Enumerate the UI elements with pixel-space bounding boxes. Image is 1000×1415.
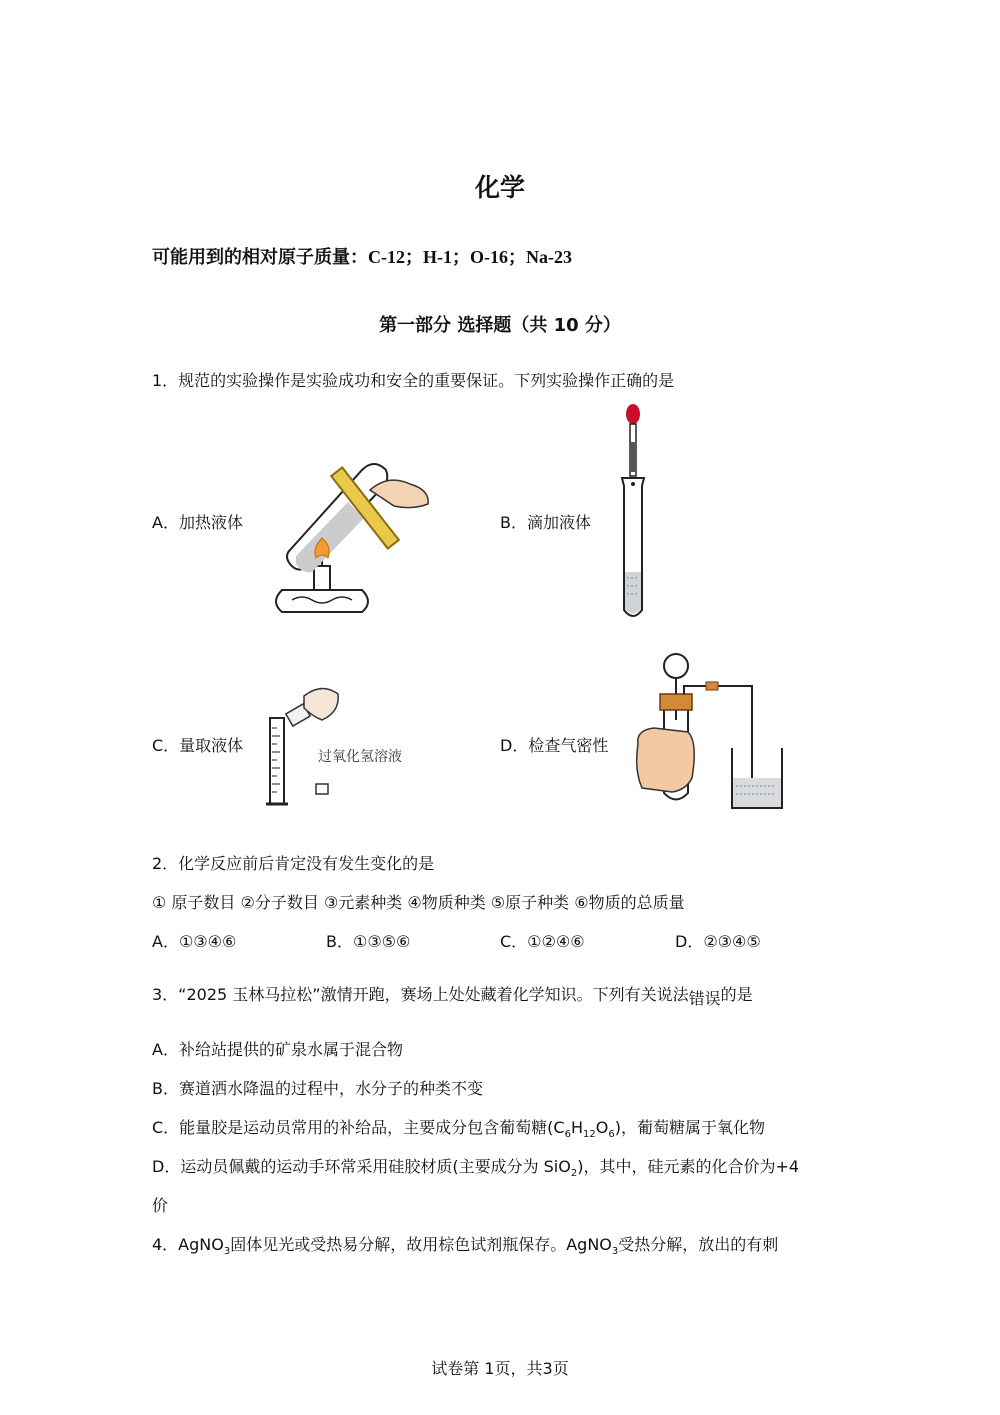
funnel (664, 654, 688, 678)
q3-stem-suffix: 的是 (720, 985, 753, 1004)
q3-option-a: A．补给站提供的矿泉水属于混合物 (152, 1040, 403, 1059)
q1-option-a: A．加热液体 (152, 513, 243, 532)
q3-option-d: D．运动员佩戴的运动手环常采用硅胶材质(主要成分为 SiO$_2$)，其中，硅元素的化合价为+4 (152, 1157, 800, 1180)
clamp (706, 682, 718, 690)
q2-option-a: A．①③④⑥ (152, 932, 237, 951)
graduated-cylinder (270, 718, 284, 804)
atomic-mass-values: C-12；H-1；O-16；Na-23 (368, 247, 572, 267)
bottle-stopper (316, 784, 328, 794)
q3-option-b: B．赛道洒水降温的过程中，水分子的种类不变 (152, 1079, 483, 1098)
dropper-bulb (626, 404, 640, 424)
hand (370, 480, 428, 507)
lamp-neck (314, 566, 330, 590)
measuring-liquid-figure (262, 672, 432, 812)
q3-stem-emphasis: 错误 (688, 989, 721, 1008)
page-footer: 试卷第 1页，共3页 (431, 1359, 569, 1378)
q1-option-d: D．检查气密性 (500, 736, 609, 755)
q1-option-c: C．量取液体 (152, 736, 244, 755)
q3-option-d-continued: 价 (152, 1196, 169, 1215)
hand (637, 728, 695, 792)
q1-stem: 1．规范的实验操作是实验成功和安全的重要保证。下列实验操作正确的是 (152, 371, 675, 390)
q1-option-b: B．滴加液体 (500, 513, 591, 532)
q2-option-b: B．①③⑤⑥ (326, 932, 411, 951)
bottle-label: 过氧化氢溶液 (318, 749, 402, 765)
atomic-mass-label: 可能用到的相对原子质量： (152, 247, 368, 268)
q3-option-c: C．能量胶是运动员常用的补给品，主要成分包含葡萄糖$(C_6H_{12}O_6)$，葡萄糖属于氧化物 (152, 1118, 765, 1141)
q2-option-c: C．①②④⑥ (500, 932, 585, 951)
dropping-liquid-figure (605, 402, 665, 622)
rubber-stopper (660, 694, 692, 710)
q2-option-d: D．②③④⑤ (675, 932, 761, 951)
section-heading: 第一部分 选择题（共 10 分） (379, 315, 621, 336)
q3-stem (152, 982, 753, 1008)
alcohol-lamp-body (276, 590, 368, 612)
page-title: 化学 (474, 173, 525, 202)
q3-stem-prefix: 3．“2025 玉林马拉松”激情开跑，赛场上处处藏着化学知识。下列有关说法 (152, 985, 689, 1004)
atomic-mass-line (152, 243, 572, 269)
heating-liquid-figure (262, 440, 432, 622)
q2-items: ① 原子数目 ②分子数目 ③元素种类 ④物质种类 ⑤原子种类 ⑥物质的总质量 (152, 893, 685, 912)
q2-stem: 2．化学反应前后肯定没有发生变化的是 (152, 854, 435, 873)
airtightness-figure (632, 648, 792, 813)
q4-stem: 4．AgNO$_3$固体见光或受热易分解，故用棕色试剂瓶保存。AgNO$_3$受热分解，放出的有刺 (152, 1235, 779, 1258)
